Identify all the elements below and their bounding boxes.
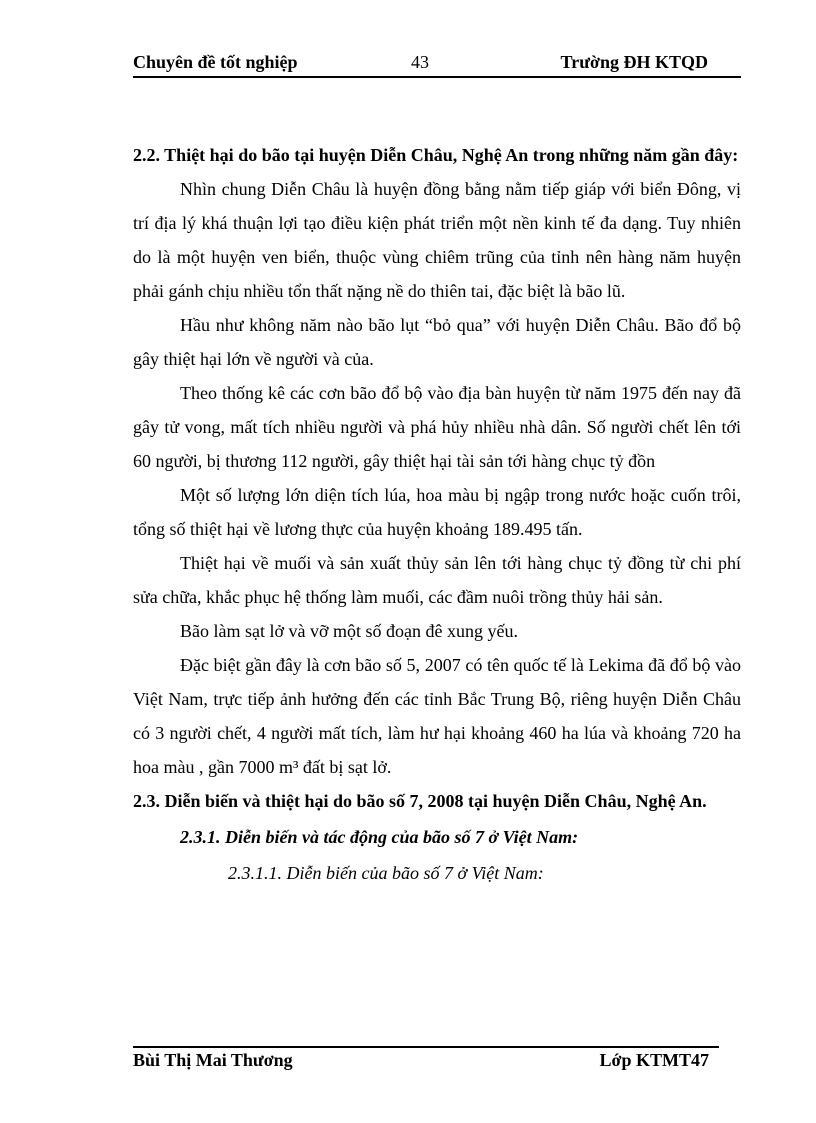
header-document-title: Chuyên đề tốt nghiệp: [133, 52, 298, 72]
header-divider: [133, 76, 741, 78]
page-body: [133, 138, 741, 890]
footer-divider: [133, 1046, 719, 1048]
page-header: [133, 52, 741, 76]
section-heading-2-3: 2.3. Diễn biến và thiệt hại do bão số 7, 2008 tại huyện Diễn Châu, Nghệ An.: [133, 791, 707, 811]
subsection-heading-2-3-1-1: 2.3.1.1. Diễn biến của bão số 7 ở Việt Nam:: [228, 863, 544, 883]
footer-class: Lớp KTMT47: [599, 1050, 709, 1070]
paragraph: Bão làm sạt lở và vỡ một số đoạn đê xung yếu.: [180, 621, 518, 641]
footer-author: Bùi Thị Mai Thương: [133, 1050, 293, 1070]
paragraph: Đặc biệt gần đây là cơn bão số 5, 2007 có tên quốc tế là Lekima đã đổ bộ vào Việt Nam, trực tiếp ảnh hưởng đến các tỉnh Bắc Trung Bộ, riêng huyện Diễn Châu có 3 người chết, 4 người mất tích, làm hư hại khoảng 460 ha lúa và khoảng 720 ha hoa màu , gần 7000 m³ đất bị sạt lở.: [133, 655, 741, 777]
paragraph: Theo thống kê các cơn bão đổ bộ vào địa bàn huyện từ năm 1975 đến nay đã gây tử vong, mất tích nhiều người và phá hủy nhiều nhà dân. Số người chết lên tới 60 người, bị thương 112 người, gây thiệt hại tài sản tới hàng chục tỷ đồn: [133, 383, 741, 471]
header-page-number: 43: [411, 52, 429, 72]
section-heading-2-2: 2.2. Thiệt hại do bão tại huyện Diễn Châu, Nghệ An trong những năm gần đây:: [133, 145, 739, 165]
page-footer: [133, 1050, 719, 1074]
paragraph: Thiệt hại về muối và sản xuất thủy sản lên tới hàng chục tỷ đồng từ chi phí sửa chữa, khắc phục hệ thống làm muối, các đầm nuôi trồng thủy hải sản.: [133, 553, 741, 607]
paragraph: Hầu như không năm nào bão lụt “bỏ qua” với huyện Diễn Châu. Bão đổ bộ gây thiệt hại lớn về người và của.: [133, 315, 741, 369]
header-university: Trường ĐH KTQD: [560, 52, 708, 72]
subsection-heading-2-3-1: 2.3.1. Diễn biến và tác động của bão số 7 ở Việt Nam:: [180, 827, 579, 847]
paragraph: Một số lượng lớn diện tích lúa, hoa màu bị ngập trong nước hoặc cuốn trôi, tổng số thiệt hại về lương thực của huyện khoảng 189.495 tấn.: [133, 485, 741, 539]
paragraph: Nhìn chung Diễn Châu là huyện đồng bằng nằm tiếp giáp với biển Đông, vị trí địa lý khá thuận lợi tạo điều kiện phát triển một nền kinh tế đa dạng. Tuy nhiên do là một huyện ven biển, thuộc vùng chiêm trũng của tỉnh nên hàng năm huyện phải gánh chịu nhiều tổn thất nặng nề do thiên tai, đặc biệt là bão lũ.: [133, 179, 741, 301]
